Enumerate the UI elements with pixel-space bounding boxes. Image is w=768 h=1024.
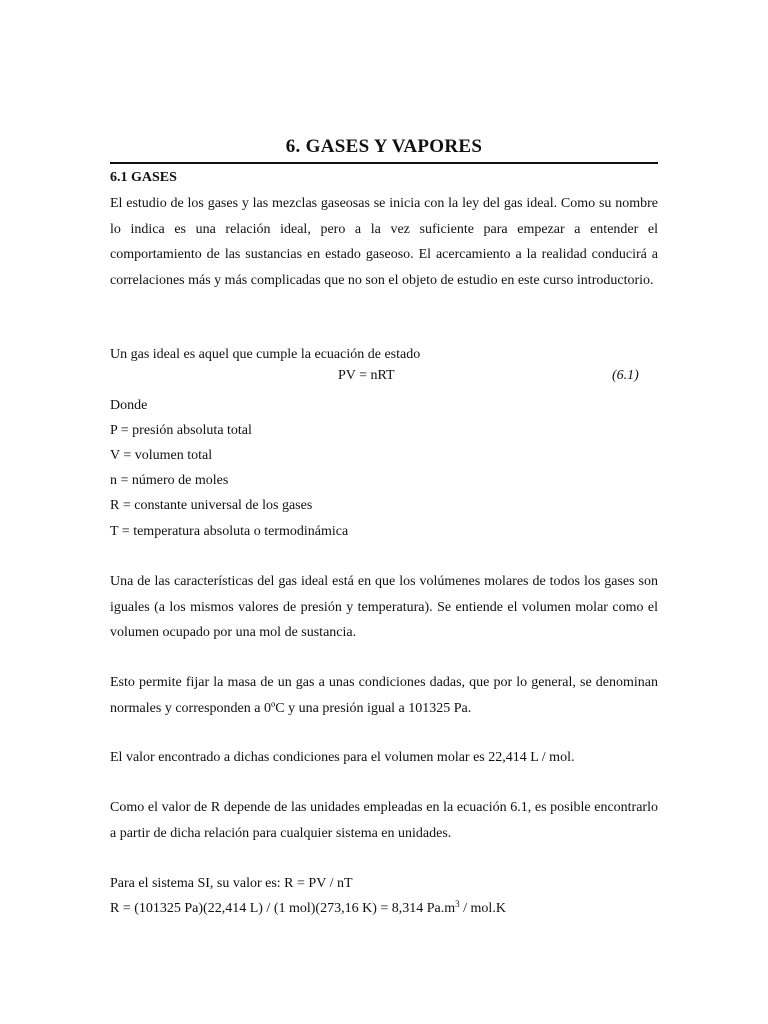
equation-ideal-gas: PV = nRT [338,368,395,383]
definition-item: T = temperatura absoluta o termodinámica [110,524,349,539]
paragraph-molar-volume: Una de las características del gas ideal está en que los volúmenes molares de todos los gases son iguales (a los mismos valores de presión y temperatura). Se entiende el volumen molar como el volumen ocupado por una mol de sustancia. [110,574,658,640]
section-heading: 6.1 GASES [110,170,177,185]
definition-item: V = volumen total [110,448,213,463]
definition-item: R = constante universal de los gases [110,498,313,513]
definition-item: n = número de moles [110,473,229,488]
paragraph-molar-value: El valor encontrado a dichas condiciones para el volumen molar es 22,414 L / mol. [110,750,575,765]
paragraph-intro: El estudio de los gases y las mezclas gaseosas se inicia con la ley del gas ideal. Como su nombre lo indica es una relación ideal, pero a la vez suficiente para empezar a entender el comportamiento de las sustancias en estado gaseoso. El acercamiento a la realidad conducirá a correlaciones más y más complicadas que no son el objeto de estudio en este curso introductorio. [110,196,658,288]
equation-number: (6.1) [612,368,639,383]
definitions-label: Donde [110,398,148,413]
paragraph-r-value: Como el valor de R depende de las unidades empleadas en la ecuación 6.1, es posible encontrarlo a partir de dicha relación para cualquier sistema en unidades. [110,800,658,841]
chapter-title: 6. GASES Y VAPORES [285,136,483,157]
paragraph-si-system: Para el sistema SI, su valor es: R = PV / nT [110,876,353,891]
definition-item: P = presión absoluta total [110,423,252,438]
paragraph-ideal-gas: Un gas ideal es aquel que cumple la ecuación de estado [110,347,421,362]
title-rule [110,162,658,164]
calculation-main: R = (101325 Pa)(22,414 L) / (1 mol)(273,16 K) = 8,314 Pa.m [110,901,456,916]
calculation-exponent: 3 [455,899,460,909]
calculation-line [110,896,506,921]
calculation-tail: / mol.K [459,901,506,916]
paragraph-normal-conditions: Esto permite fijar la masa de un gas a unas condiciones dadas, que por lo general, se denominan normales y corresponden a 0ºC y una presión igual a 101325 Pa. [110,675,658,716]
